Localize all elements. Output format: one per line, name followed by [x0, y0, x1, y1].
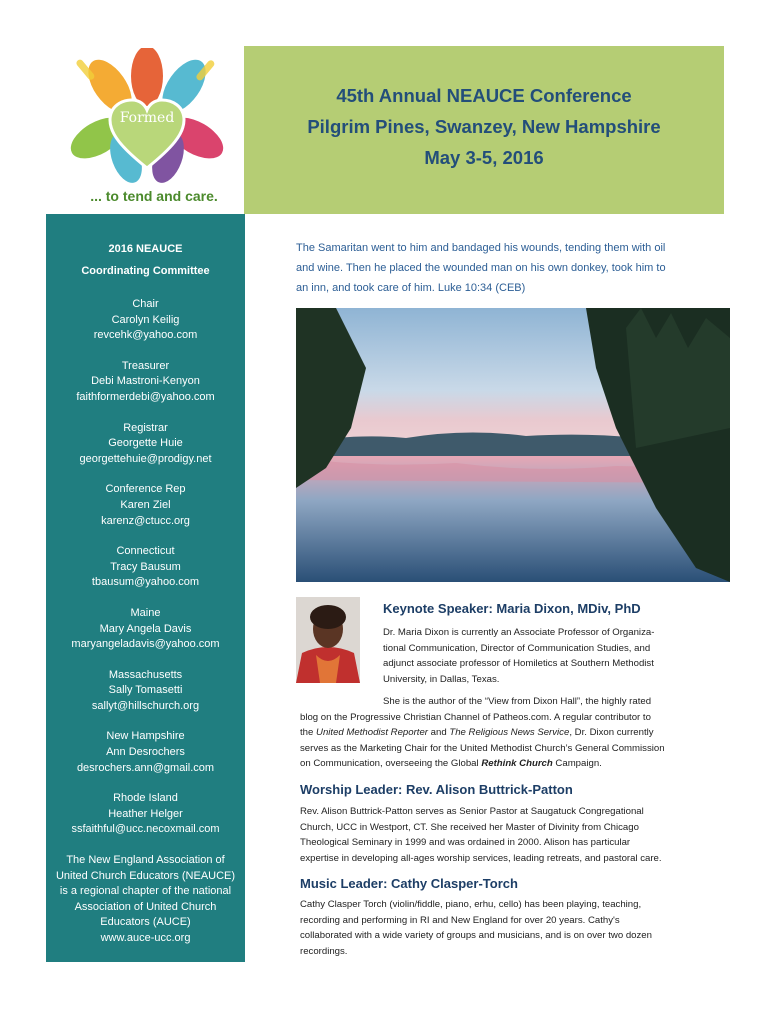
quote-line: an inn, and took care of him. Luke 10:34 (CEB) [296, 282, 526, 294]
org-description [46, 853, 245, 947]
bio-line: recording and performing in RI and New England for over 20 years. Cathy's [300, 914, 620, 926]
member-role: Treasurer [121, 359, 170, 372]
committee-member [46, 297, 245, 344]
member-email-link[interactable]: tbausum@yahoo.com [91, 576, 200, 589]
details-line [300, 725, 710, 741]
logo-word: Formed [119, 110, 175, 126]
member-email-link[interactable]: karenz@ctucc.org [101, 514, 190, 527]
member-name: Georgette Huie [108, 437, 183, 450]
member-name: Debi Mastroni-Kenyon [91, 375, 200, 388]
bio-line: tional Communication, Director of Communication Studies, and [383, 642, 651, 654]
committee-member [46, 482, 245, 529]
details-line: blog on the Progressive Christian Channel of Patheos.com. A regular contributor to [300, 711, 651, 723]
details-text: on Communication, overseeing the Global [300, 758, 482, 769]
keynote-details [300, 694, 710, 772]
conference-dates: May 3-5, 2016 [424, 147, 544, 168]
logo-tagline: ... to tend and care. [90, 188, 218, 204]
publication-name: The Religious News Service [449, 727, 570, 738]
quote-line: and wine. Then he placed the wounded man on his own donkey, took him to [296, 262, 666, 274]
worship-leader-bio [300, 804, 710, 866]
org-line: United Church Educators (NEAUCE) [55, 869, 236, 882]
member-name: Sally Tomasetti [108, 684, 183, 697]
member-role: New Hampshire [106, 730, 185, 743]
committee-list [46, 297, 245, 838]
member-role: Conference Rep [105, 483, 186, 496]
details-line [300, 756, 710, 772]
org-website-link[interactable]: www.auce-ucc.org [100, 932, 191, 944]
campaign-name: Rethink Church [481, 758, 553, 769]
committee-member [46, 668, 245, 715]
keynote-speaker-photo [296, 597, 360, 683]
music-leader-heading: Music Leader: Cathy Clasper-Torch [300, 876, 518, 891]
committee-sidebar [46, 214, 245, 962]
details-text: the [300, 727, 317, 738]
member-role: Chair [132, 298, 159, 310]
bio-line: recordings. [300, 945, 348, 957]
conference-title: 45th Annual NEAUCE Conference [336, 85, 632, 106]
details-text: Campaign. [552, 758, 602, 769]
member-name: Ann Desrochers [106, 746, 185, 759]
bio-line: adjunct associate professor of Homiletics at Southern Methodist [383, 658, 654, 669]
member-role: Connecticut [116, 545, 175, 558]
bio-line: expertise in developing all-ages worship services, leading retreats, and pastoral care. [300, 852, 662, 864]
member-email-link[interactable]: faithformerdebi@yahoo.com [76, 390, 215, 403]
member-name: Mary Angela Davis [99, 622, 192, 635]
bio-line: Church, UCC in Westport, CT. She received her Master of Divinity from Chicago [300, 821, 639, 833]
committee-member [46, 791, 245, 838]
committee-year: 2016 NEAUCE [108, 243, 183, 255]
member-name: Heather Helger [108, 807, 183, 820]
keynote-heading: Keynote Speaker: Maria Dixon, MDiv, PhD [383, 601, 641, 616]
formed-logo [62, 48, 232, 210]
committee-member [46, 544, 245, 591]
member-role: Registrar [123, 421, 168, 434]
conference-location: Pilgrim Pines, Swanzey, New Hampshire [307, 116, 661, 137]
member-name: Carolyn Keilig [111, 313, 180, 326]
details-line: She is the author of the “View from Dixon Hall”, the highly rated [383, 696, 652, 707]
member-email-link[interactable]: ssfaithful@ucc.necoxmail.com [71, 823, 220, 836]
details-text: , Dr. Dixon currently [569, 727, 654, 738]
committee-member [46, 359, 245, 406]
member-role: Massachusetts [108, 668, 183, 681]
org-line: The New England Association of [66, 854, 225, 867]
worship-leader-heading: Worship Leader: Rev. Alison Buttrick-Patton [300, 782, 573, 797]
details-line: serves as the Marketing Chair for the United Methodist Church’s General Commission [300, 742, 665, 754]
quote-line: The Samaritan went to him and bandaged his wounds, tending them with oil [296, 242, 666, 254]
committee-heading: Coordinating Committee [81, 265, 210, 277]
org-line: Association of United Church [74, 900, 217, 913]
member-name: Tracy Bausum [110, 560, 181, 573]
member-email-link[interactable]: sallyt@hillschurch.org [91, 699, 200, 712]
member-email-link[interactable]: revcehk@yahoo.com [93, 329, 198, 342]
member-role: Rhode Island [113, 792, 178, 805]
member-email-link[interactable]: desrochers.ann@gmail.com [76, 761, 215, 774]
bio-line: Cathy Clasper Torch (violin/fiddle, piano, erhu, cello) has been playing, teaching, [300, 899, 642, 910]
details-text: and [428, 727, 450, 738]
committee-member [46, 606, 245, 653]
bio-line: Theological Seminary in 1999 and was ordained in 2000. Alison has particular [300, 837, 631, 848]
keynote-bio [383, 625, 703, 687]
committee-member [46, 421, 245, 468]
publication-name: United Methodist Reporter [316, 727, 428, 738]
committee-member [46, 729, 245, 776]
scripture-quote [296, 238, 710, 298]
member-role: Maine [130, 606, 161, 619]
conference-header [244, 46, 724, 214]
bio-line: Rev. Alison Buttrick-Patton serves as Senior Pastor at Saugatuck Congregational [300, 806, 644, 817]
bio-line: Dr. Maria Dixon is currently an Associate Professor of Organiza- [383, 627, 655, 638]
member-email-link[interactable]: georgettehuie@prodigy.net [79, 452, 212, 465]
member-email-link[interactable]: maryangeladavis@yahoo.com [71, 638, 220, 651]
music-leader-bio [300, 897, 710, 959]
bio-line: University, in Dallas, Texas. [383, 673, 500, 685]
member-name: Karen Ziel [120, 498, 171, 511]
org-line: Educators (AUCE) [100, 916, 191, 929]
bio-line: collaborated with a wide variety of groups and musicians, and is on over two dozen [300, 930, 652, 941]
org-line: is a regional chapter of the national [59, 885, 232, 898]
lake-photo [296, 308, 730, 582]
